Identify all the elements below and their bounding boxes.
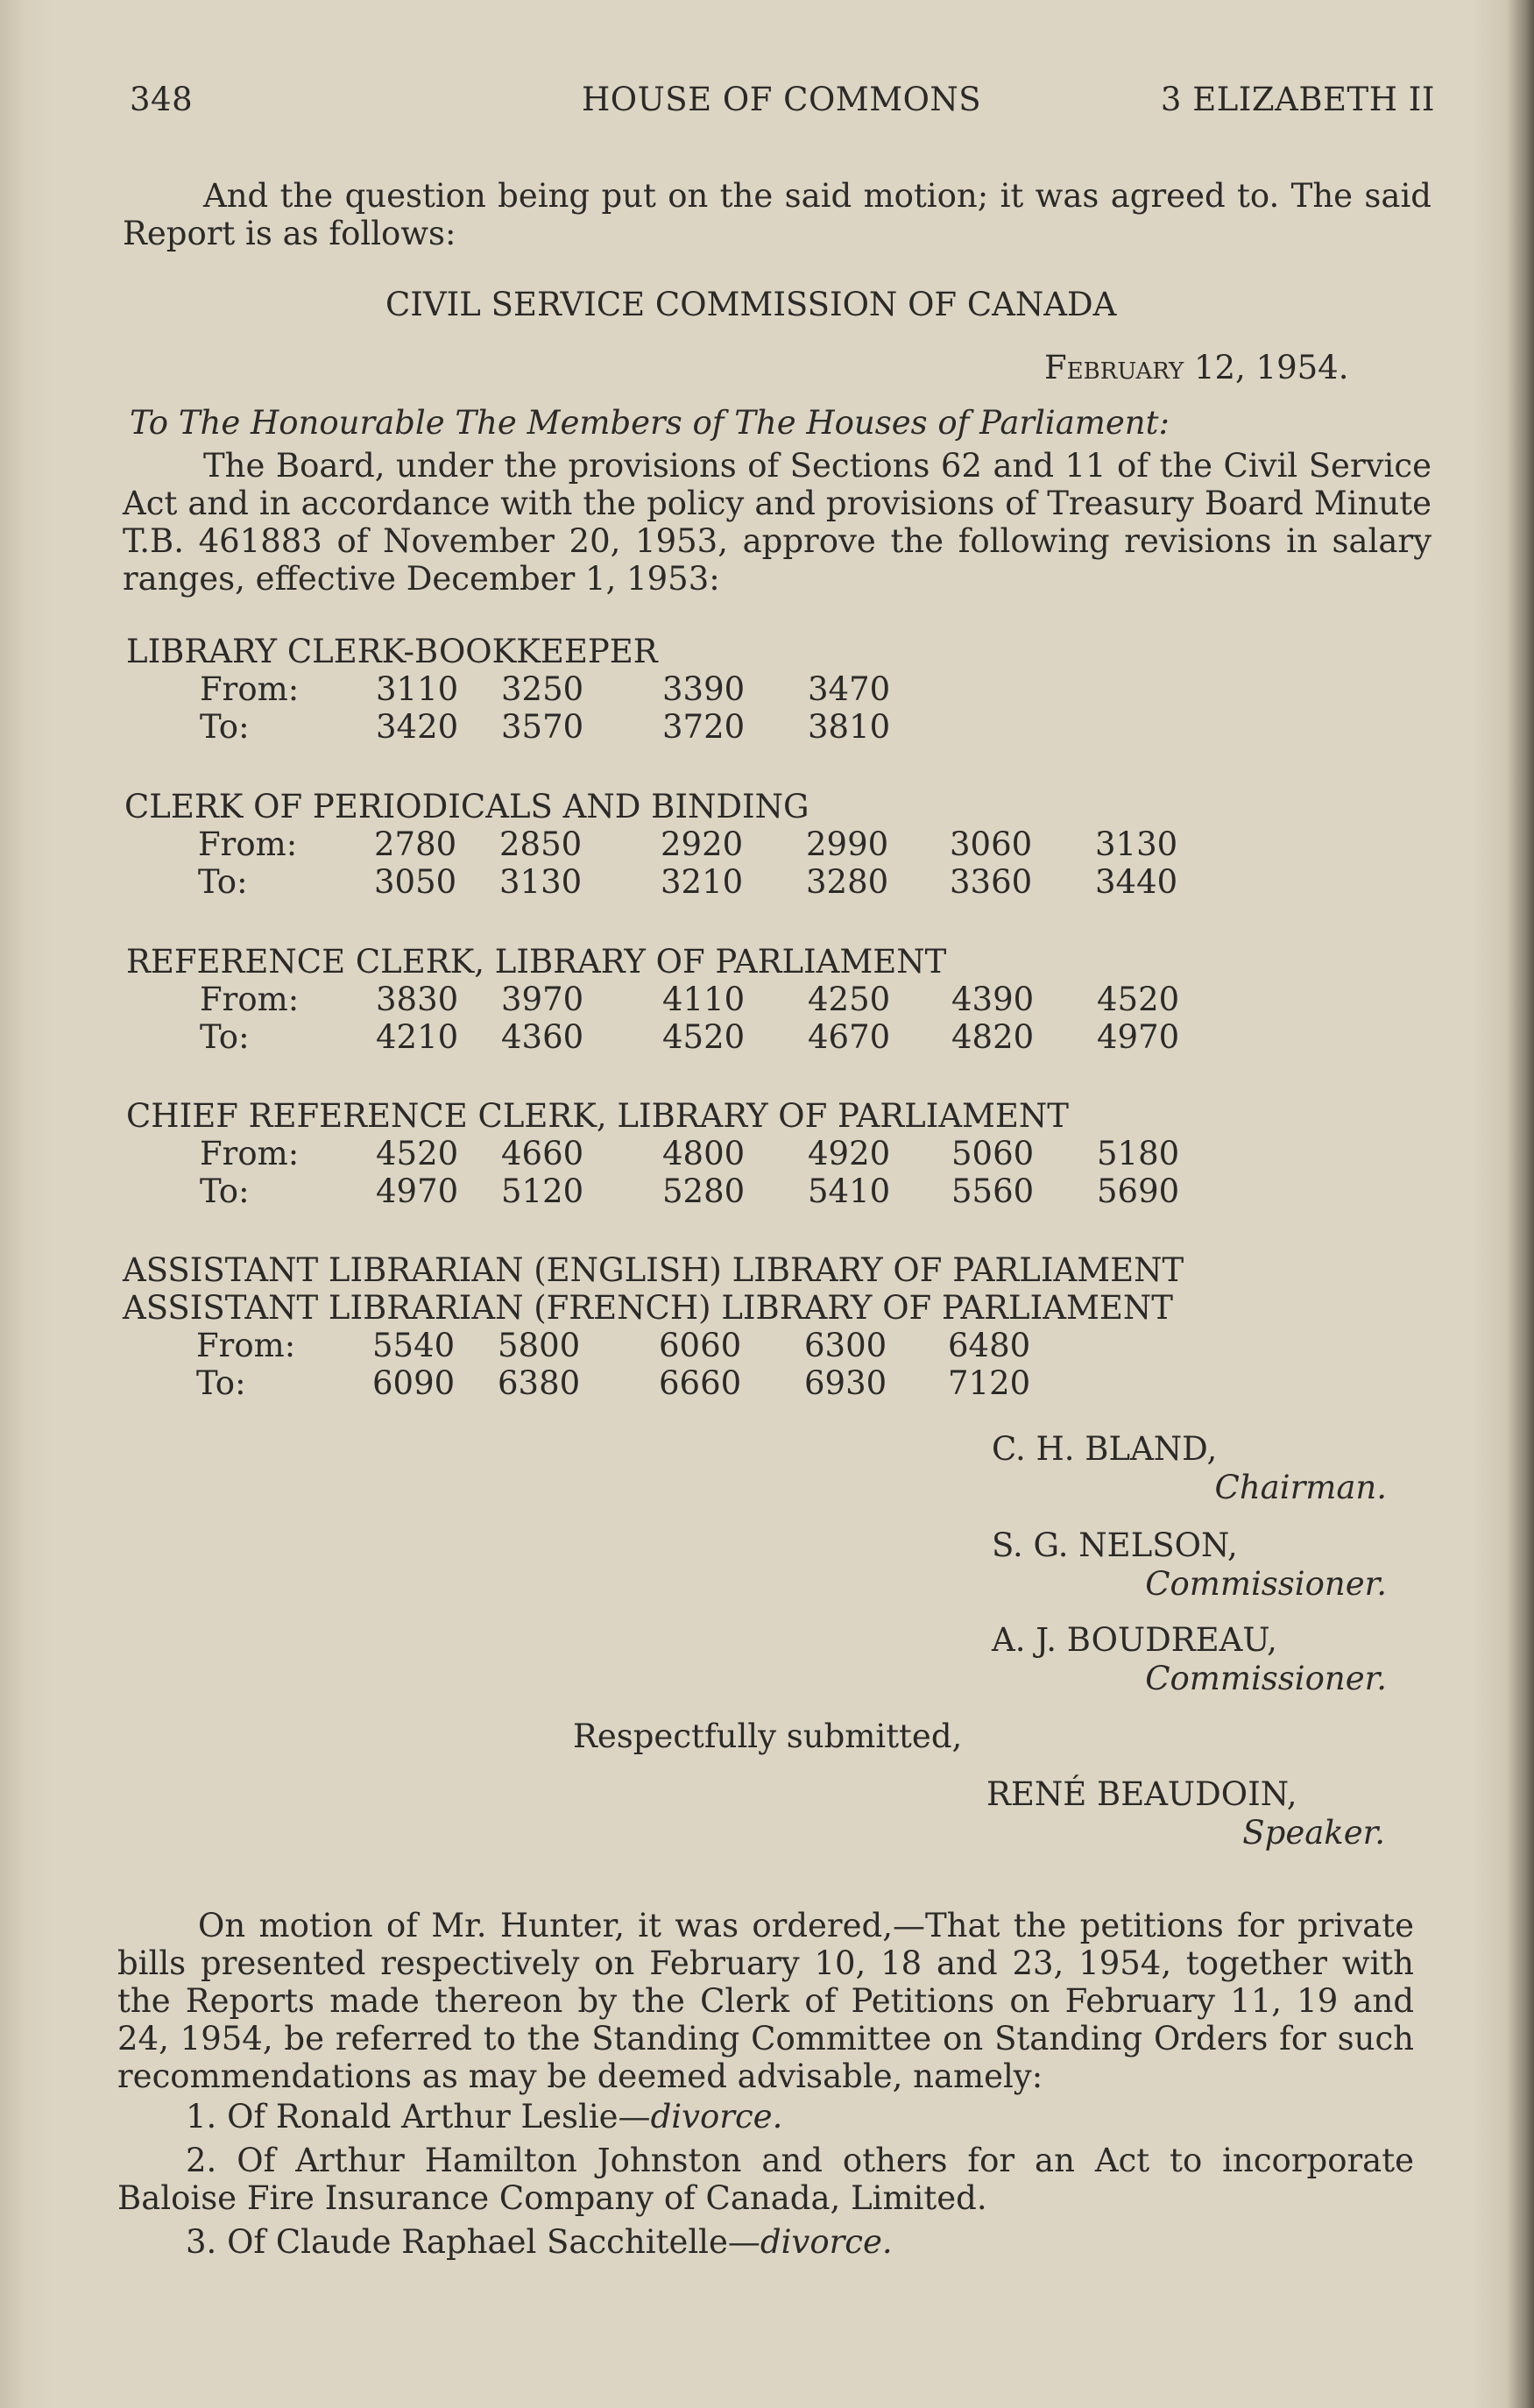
salary-value: 3360	[950, 863, 1033, 901]
salary-row-from	[123, 1327, 1184, 1364]
petition-text: 1. Of Ronald Arthur Leslie—	[186, 2098, 651, 2135]
salary-value: 3390	[662, 670, 746, 708]
signatory-name: C. H. BLAND,	[992, 1430, 1218, 1468]
salary-value: 3060	[950, 825, 1033, 863]
speaker-name: RENÉ BEAUDOIN,	[986, 1775, 1297, 1813]
salary-value: 3280	[806, 863, 889, 901]
salary-row-to	[126, 1172, 1180, 1210]
salary-row-label: From:	[200, 1135, 300, 1172]
salary-value: 5560	[951, 1172, 1035, 1210]
report-date	[1044, 349, 1348, 386]
salary-value: 6930	[804, 1364, 887, 1402]
salary-value: 5060	[951, 1135, 1035, 1172]
salary-value: 6060	[659, 1327, 742, 1364]
salary-table	[123, 1251, 1184, 1402]
salary-value: 6380	[498, 1364, 581, 1402]
salary-row-label: From:	[200, 670, 300, 708]
salary-value: 2990	[806, 825, 889, 863]
salary-table-title: CHIEF REFERENCE CLERK, LIBRARY OF PARLIAMENT	[126, 1097, 1069, 1135]
salary-value: 6300	[804, 1327, 887, 1364]
petition-text: 2. Of Arthur Hamilton Johnston and others for an Act to incorporate Baloise Fire Insurance Company of Canada, Limited.	[117, 2142, 1414, 2217]
salary-row-label: To:	[200, 708, 250, 746]
salary-value: 3830	[376, 981, 459, 1018]
salary-value: 3440	[1095, 863, 1178, 901]
salary-value: 4670	[808, 1018, 891, 1056]
salary-value: 4660	[501, 1135, 584, 1172]
salary-value: 2780	[374, 825, 457, 863]
petition-item	[117, 2098, 1414, 2135]
salary-row-from	[126, 981, 1180, 1018]
salary-value: 3050	[374, 863, 457, 901]
salary-value: 5800	[498, 1327, 581, 1364]
salary-row-from	[126, 1135, 1180, 1172]
page-number: 348	[130, 81, 194, 118]
running-title: HOUSE OF COMMONS	[582, 81, 982, 118]
salary-value: 6480	[948, 1327, 1031, 1364]
salary-row-label: To:	[200, 1172, 250, 1210]
salary-value: 4820	[951, 1018, 1035, 1056]
salary-row-to	[123, 1364, 1184, 1402]
salary-table-title: LIBRARY CLERK-BOOKKEEPER	[126, 633, 658, 670]
salary-value: 4210	[376, 1018, 459, 1056]
salary-row-from	[124, 825, 1178, 863]
salary-value: 3470	[808, 670, 891, 708]
signatory-name: S. G. NELSON,	[992, 1526, 1238, 1564]
salary-table-title: ASSISTANT LIBRARIAN (FRENCH) LIBRARY OF PARLIAMENT	[123, 1289, 1173, 1327]
salutation: To The Honourable The Members of The Houses of Parliament:	[130, 404, 1170, 442]
petition-item	[117, 2223, 1414, 2261]
salary-row-label: From:	[196, 1327, 296, 1364]
salary-table-title: REFERENCE CLERK, LIBRARY OF PARLIAMENT	[126, 943, 947, 981]
petition-item	[117, 2142, 1414, 2217]
salary-value: 2850	[499, 825, 583, 863]
salary-value: 4390	[951, 981, 1035, 1018]
salary-value: 4970	[376, 1172, 459, 1210]
session-label: 3 ELIZABETH II	[1160, 81, 1435, 118]
report-date-month: February	[1044, 349, 1184, 386]
salary-row-from	[126, 670, 891, 708]
salary-row-label: To:	[196, 1364, 246, 1402]
salary-value: 5180	[1097, 1135, 1180, 1172]
salary-row-to	[124, 863, 1178, 901]
speaker-role: Speaker.	[1242, 1814, 1385, 1852]
motion-paragraph: On motion of Mr. Hunter, it was ordered,—That the petitions for private bills presented respectively on February 10, 18 and 23, 1954, together with the Reports made thereon by the Clerk of Petitions on February 11, 19 and 24, 1954, be referred to the Standing Committee on Standing Orders for such recommendations as may be deemed advisable, namely:	[117, 1907, 1414, 2095]
salary-value: 3570	[501, 708, 584, 746]
salary-value: 3130	[499, 863, 583, 901]
salary-value: 5410	[808, 1172, 891, 1210]
salary-value: 3210	[661, 863, 744, 901]
salary-value: 4520	[376, 1135, 459, 1172]
salary-value: 4110	[662, 981, 746, 1018]
salary-value: 3420	[376, 708, 459, 746]
salary-row-label: To:	[198, 863, 248, 901]
signatory-role: Chairman.	[1214, 1469, 1387, 1506]
salary-value: 4520	[1097, 981, 1180, 1018]
salary-value: 3970	[501, 981, 584, 1018]
salary-table	[126, 633, 891, 746]
salary-table-title: CLERK OF PERIODICALS AND BINDING	[124, 788, 809, 825]
salary-table	[126, 1097, 1180, 1210]
report-date-rest: 12, 1954.	[1193, 349, 1349, 386]
signatory-role: Commissioner.	[1145, 1565, 1387, 1603]
signatory-name: A. J. BOUDREAU,	[992, 1621, 1277, 1659]
salary-value: 5280	[662, 1172, 746, 1210]
salary-row-label: To:	[200, 1018, 250, 1056]
salary-row-label: From:	[200, 981, 300, 1018]
intro-paragraph: And the question being put on the said motion; it was agreed to. The said Report is as follows:	[123, 177, 1431, 252]
salary-value: 7120	[948, 1364, 1031, 1402]
salary-value: 5540	[372, 1327, 456, 1364]
page-header	[130, 81, 1435, 124]
salary-value: 5690	[1097, 1172, 1180, 1210]
salary-table	[124, 788, 1178, 901]
petition-text: 3. Of Claude Raphael Sacchitelle—	[186, 2223, 760, 2261]
salary-row-to	[126, 708, 891, 746]
salary-value: 4250	[808, 981, 891, 1018]
signatory-role: Commissioner.	[1145, 1660, 1387, 1697]
petition-type: divorce.	[650, 2098, 783, 2135]
salary-table-title: ASSISTANT LIBRARIAN (ENGLISH) LIBRARY OF PARLIAMENT	[123, 1251, 1184, 1289]
salary-table	[126, 943, 1180, 1056]
board-paragraph: The Board, under the provisions of Sections 62 and 11 of the Civil Service Act and in accordance with the policy and provisions of Treasury Board Minute T.B. 461883 of November 20, 1953, approve the following revisions in salary ranges, effective December 1, 1953:	[123, 447, 1431, 598]
petition-type: divorce.	[760, 2223, 893, 2261]
salary-row-label: From:	[198, 825, 298, 863]
salary-value: 4920	[808, 1135, 891, 1172]
salary-value: 3250	[501, 670, 584, 708]
salary-value: 2920	[661, 825, 744, 863]
salary-value: 6660	[659, 1364, 742, 1402]
salary-value: 4360	[501, 1018, 584, 1056]
salary-value: 4970	[1097, 1018, 1180, 1056]
salary-value: 3810	[808, 708, 891, 746]
salary-row-to	[126, 1018, 1180, 1056]
salary-value: 5120	[501, 1172, 584, 1210]
salary-value: 3130	[1095, 825, 1178, 863]
salary-value: 4800	[662, 1135, 746, 1172]
salary-value: 6090	[372, 1364, 456, 1402]
closing-text: Respectfully submitted,	[573, 1717, 963, 1755]
salary-value: 4520	[662, 1018, 746, 1056]
salary-value: 3110	[376, 670, 459, 708]
salary-value: 3720	[662, 708, 746, 746]
commission-title: CIVIL SERVICE COMMISSION OF CANADA	[385, 286, 1117, 323]
